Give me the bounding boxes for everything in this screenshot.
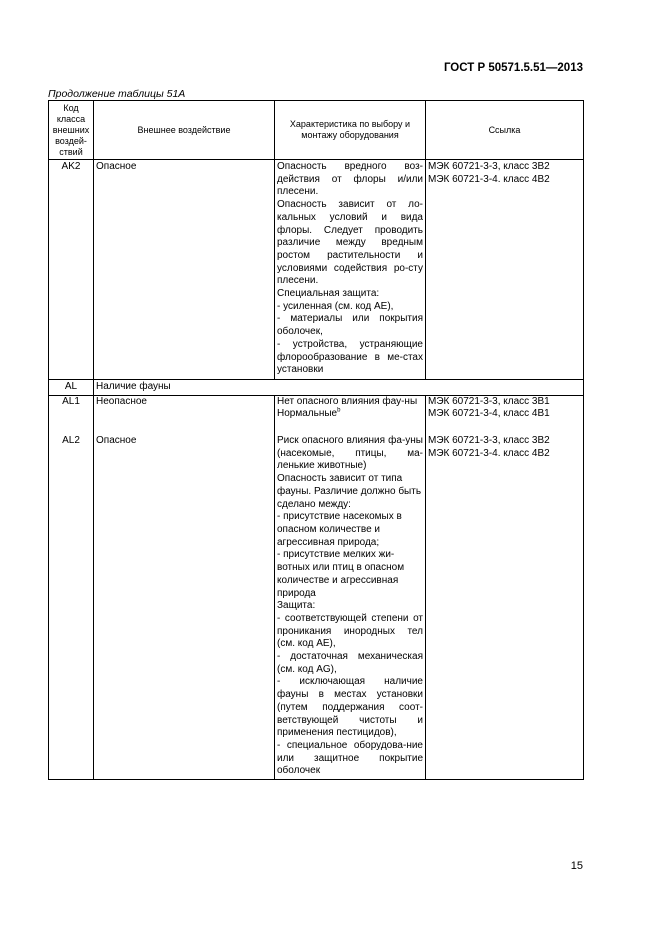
header-code: Код класса внешних воздей-ствий [49,101,94,160]
characteristic-line: Опасность зависит от ло-кальных условий и вида флоры. Следует проводить различие между вредным ростом растительности и условиями содействия ро-сту плесени. [277,199,423,287]
reference-line: МЭК 60721-3-3, класс 3В2 [428,161,550,172]
reference-line: МЭК 60721-3-4, класс 4В1 [428,408,550,420]
characteristic-line: Защита: [277,600,316,612]
characteristic-line: Риск опасного влияния фа-уны (насекомые, птицы, ма-ленькие животные) [277,435,423,472]
table-row-al1 [49,395,584,435]
cell-code: AL [49,379,94,395]
header-reference: Ссылка [426,101,584,160]
cell-reference [426,160,584,380]
cell-group-title: Наличие фауны [94,379,584,395]
reference-line: МЭК 60721-3-4. класс 4В2 [428,447,550,459]
reference-line: МЭК 60721-3-4. класс 4В2 [428,173,550,185]
cell-code: AK2 [49,160,94,380]
table-header-row [49,101,584,160]
footnote-mark: b [337,408,341,415]
characteristic-line: Опасность зависит от типа фауны. Различие должно быть сделано между: [277,473,422,510]
header-characteristic: Характеристика по выбору и монтажу оборудования [275,101,426,160]
cell-code: AL2 [49,435,94,779]
header-influence: Внешнее воздействие [94,101,275,160]
page-number: 15 [570,860,583,872]
external-influences-table [48,100,584,780]
characteristic-line: - исключающая наличие фауны в местах установки (путем поддержания соот-ветствующей чистоты и применения пестицидов), [277,676,423,739]
cell-influence: Неопасное [94,395,275,435]
table-row-al [49,379,584,395]
table-row-ak2 [49,160,584,380]
characteristic-line: - устройства, устраняющие флорообразование в ме-стах установки [277,338,423,376]
characteristic-line: - материалы или покрытия оболочек, [277,313,423,338]
characteristic-line: - присутствие мелких жи-вотных или птиц в опасном количестве и агрессивная природа [277,549,405,599]
characteristic-line: Нет опасного влияния фау-ны [277,395,418,407]
cell-reference [426,395,584,435]
cell-characteristic [275,395,426,435]
cell-code: AL1 [49,395,94,435]
cell-influence: Опасное [94,435,275,779]
cell-characteristic [275,160,426,380]
reference-line: МЭК 60721-3-3, класс 3В2 [428,435,550,447]
cell-influence: Опасное [94,160,275,380]
characteristic-line: - присутствие насекомых в опасном количестве и агрессивная природа; [277,511,402,548]
characteristic-line: - усиленная (см. код AE), [277,300,394,312]
normal-label: Нормальные [277,408,338,420]
document-code: ГОСТ Р 50571.5.51—2013 [443,62,583,74]
characteristic-line: - достаточная механическая (см. код AG), [277,651,423,675]
characteristic-line: Опасность вредного воз-действия от флоры и/или плесени. [277,161,423,198]
reference-line: МЭК 60721-3-3, класс 3В1 [428,395,550,407]
table-row-al2 [49,435,584,779]
cell-reference [426,435,584,779]
characteristic-line: - специальное оборудова-ние или защитное покрытие оболочек [277,739,423,777]
table-caption: Продолжение таблицы 51А [48,88,186,100]
characteristic-line: Специальная защита: [277,288,380,300]
cell-characteristic [275,435,426,779]
characteristic-line [277,408,423,421]
characteristic-line: - соответствующей степени от проникания инородных тел (см. код AE), [277,612,423,650]
